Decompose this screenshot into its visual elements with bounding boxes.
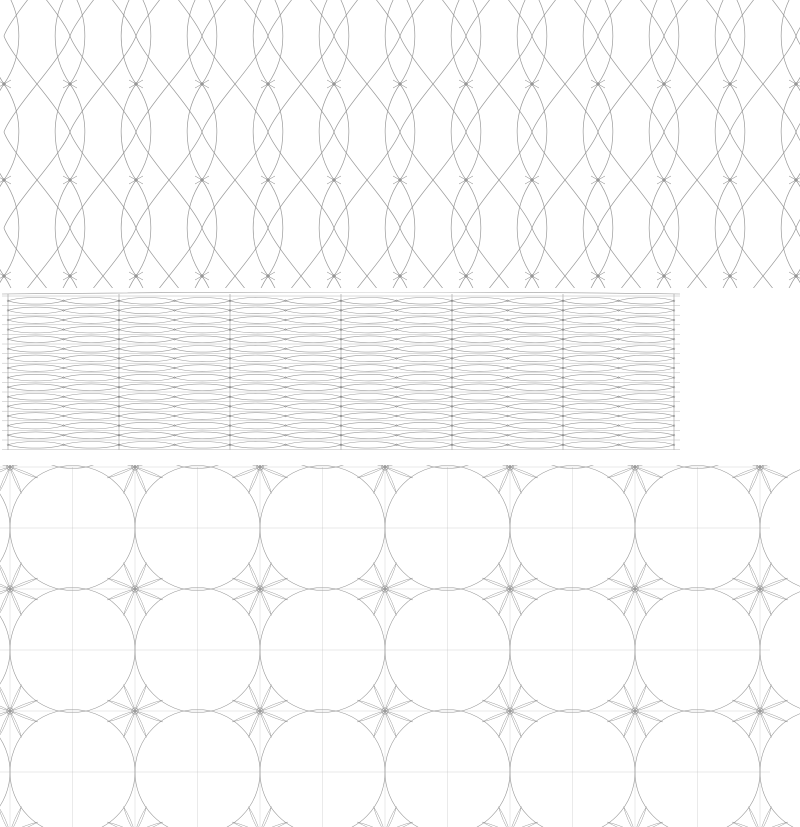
panel-lens-diamond-lattice bbox=[0, 0, 800, 288]
lens-diamond-lattice-svg bbox=[0, 0, 800, 288]
panel-circle-petal-grid bbox=[0, 465, 800, 827]
circle-petal-grid-svg bbox=[0, 465, 800, 827]
compressed-lens-bands-svg bbox=[0, 292, 800, 450]
panel-compressed-lens-bands bbox=[0, 292, 800, 450]
